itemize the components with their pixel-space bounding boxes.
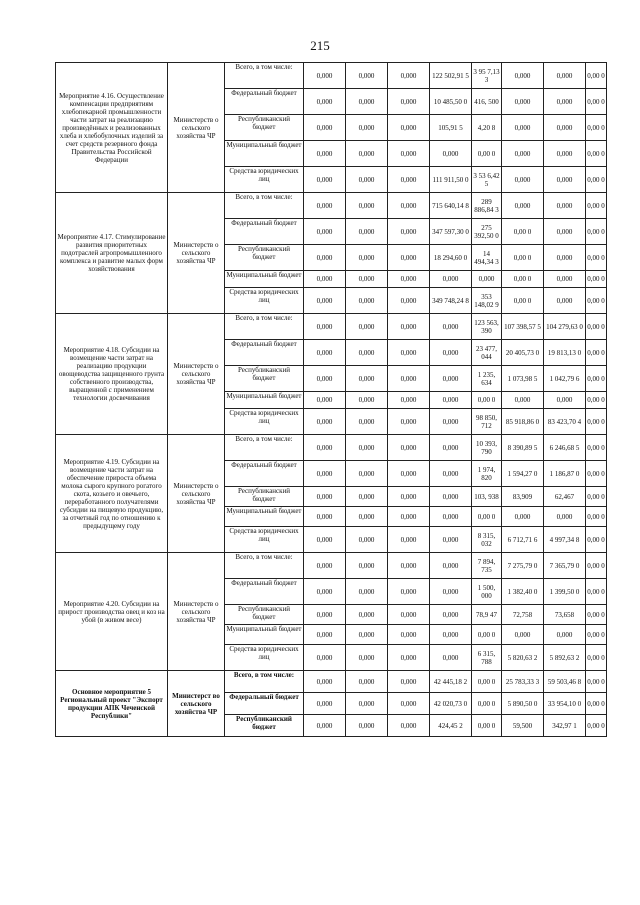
amount-cell: 98 850, 712 bbox=[472, 409, 502, 435]
amount-cell: 0,000 bbox=[388, 527, 430, 553]
measure-name: Мероприятие 4.17. Стимулирование развития приоритетных подотраслей агропромышленного комплекса и развитие малых форм хозяйствования bbox=[56, 193, 168, 314]
amount-cell: 0,00 0 bbox=[586, 89, 607, 115]
amount-cell: 19 813,13 0 bbox=[544, 340, 586, 366]
amount-cell: 1 974, 820 bbox=[472, 461, 502, 487]
amount-cell: 0,00 0 bbox=[502, 219, 544, 245]
funding-source: Федеральный бюджет bbox=[225, 579, 304, 605]
funding-source: Муниципальный бюджет bbox=[225, 141, 304, 167]
amount-cell: 23 477, 044 bbox=[472, 340, 502, 366]
amount-cell: 0,00 0 bbox=[586, 167, 607, 193]
amount-cell: 0,000 bbox=[502, 89, 544, 115]
amount-cell: 0,00 0 bbox=[586, 392, 607, 409]
amount-cell: 0,000 bbox=[388, 693, 430, 715]
responsible-org: Министерств о сельского хозяйства ЧР bbox=[168, 435, 225, 553]
amount-cell: 0,000 bbox=[502, 193, 544, 219]
measure-name: Мероприятие 4.19. Субсидии на возмещение части затрат на обеспечение прироста объема молока сырого крупного рогатого скота, козьего и овечьего, переработанного получателями субсидии на пищевую продукцию, за отчетный год по отношению к предыдущему году bbox=[56, 435, 168, 553]
amount-cell: 1 500, 000 bbox=[472, 579, 502, 605]
amount-cell: 1 399,50 0 bbox=[544, 579, 586, 605]
amount-cell: 0,00 0 bbox=[472, 715, 502, 737]
amount-cell: 0,000 bbox=[388, 245, 430, 271]
amount-cell: 0,00 0 bbox=[502, 288, 544, 314]
amount-cell: 0,000 bbox=[346, 645, 388, 671]
amount-cell: 6 712,71 6 bbox=[502, 527, 544, 553]
amount-cell: 0,000 bbox=[502, 141, 544, 167]
funding-source: Средства юридических лиц bbox=[225, 409, 304, 435]
amount-cell: 0,000 bbox=[430, 605, 472, 625]
amount-cell: 0,000 bbox=[502, 625, 544, 645]
amount-cell: 0,000 bbox=[388, 461, 430, 487]
amount-cell: 0,000 bbox=[544, 141, 586, 167]
amount-cell: 0,000 bbox=[304, 435, 346, 461]
amount-cell: 0,000 bbox=[346, 487, 388, 507]
amount-cell: 6 246,68 5 bbox=[544, 435, 586, 461]
amount-cell: 0,000 bbox=[430, 392, 472, 409]
amount-cell: 0,000 bbox=[304, 219, 346, 245]
amount-cell: 4,20 8 bbox=[472, 115, 502, 141]
amount-cell: 0,000 bbox=[304, 605, 346, 625]
funding-source: Всего, в том числе: bbox=[225, 435, 304, 461]
amount-cell: 0,000 bbox=[346, 288, 388, 314]
funding-source: Муниципальный бюджет bbox=[225, 507, 304, 527]
amount-cell: 0,000 bbox=[346, 527, 388, 553]
amount-cell: 353 148,02 9 bbox=[472, 288, 502, 314]
amount-cell: 73,658 bbox=[544, 605, 586, 625]
amount-cell: 0,000 bbox=[544, 507, 586, 527]
amount-cell: 10 393, 790 bbox=[472, 435, 502, 461]
amount-cell: 7 365,79 0 bbox=[544, 553, 586, 579]
funding-source: Республиканский бюджет bbox=[225, 366, 304, 392]
amount-cell: 0,000 bbox=[388, 625, 430, 645]
amount-cell: 0,000 bbox=[544, 63, 586, 89]
table-row bbox=[56, 671, 607, 693]
amount-cell: 0,00 0 bbox=[586, 63, 607, 89]
amount-cell: 0,000 bbox=[430, 340, 472, 366]
amount-cell: 0,00 0 bbox=[586, 288, 607, 314]
amount-cell: 0,000 bbox=[544, 89, 586, 115]
amount-cell: 347 597,30 0 bbox=[430, 219, 472, 245]
amount-cell: 0,000 bbox=[544, 167, 586, 193]
table-row bbox=[56, 314, 607, 340]
measure-name: Мероприятие 4.16. Осуществление компенсации предприятиям хлебопекарной промышленности части затрат на реализацию произведённых и реализованных хлеба и хлебобулочных изделий за счет средств резервного фонда Правительства Российской Федерации bbox=[56, 63, 168, 193]
amount-cell: 0,000 bbox=[388, 605, 430, 625]
amount-cell: 1 235, 634 bbox=[472, 366, 502, 392]
amount-cell: 0,000 bbox=[388, 193, 430, 219]
amount-cell: 0,00 0 bbox=[586, 605, 607, 625]
amount-cell: 6 315, 788 bbox=[472, 645, 502, 671]
funding-source: Федеральный бюджет bbox=[225, 219, 304, 245]
table-row bbox=[56, 63, 607, 89]
amount-cell: 103, 938 bbox=[472, 487, 502, 507]
amount-cell: 104 279,63 0 bbox=[544, 314, 586, 340]
funding-source: Республиканский бюджет bbox=[225, 605, 304, 625]
amount-cell: 42 445,18 2 bbox=[430, 671, 472, 693]
funding-source: Всего, в том числе: bbox=[225, 553, 304, 579]
amount-cell: 0,000 bbox=[388, 115, 430, 141]
amount-cell: 0,000 bbox=[388, 271, 430, 288]
amount-cell: 0,000 bbox=[304, 141, 346, 167]
amount-cell: 0,000 bbox=[430, 625, 472, 645]
funding-source: Средства юридических лиц bbox=[225, 527, 304, 553]
amount-cell: 0,000 bbox=[346, 671, 388, 693]
amount-cell: 0,000 bbox=[346, 219, 388, 245]
amount-cell: 0,000 bbox=[304, 693, 346, 715]
amount-cell: 0,000 bbox=[346, 271, 388, 288]
measure-name: Мероприятие 4.20. Субсидии на прирост производства овец и коз на убой (в живом весе) bbox=[56, 553, 168, 671]
amount-cell: 0,000 bbox=[346, 115, 388, 141]
amount-cell: 0,000 bbox=[304, 288, 346, 314]
amount-cell: 0,000 bbox=[346, 141, 388, 167]
amount-cell: 0,00 0 bbox=[586, 219, 607, 245]
amount-cell: 0,00 0 bbox=[502, 271, 544, 288]
amount-cell: 0,00 0 bbox=[472, 392, 502, 409]
amount-cell: 0,000 bbox=[304, 245, 346, 271]
amount-cell: 0,000 bbox=[304, 507, 346, 527]
responsible-org: Министерств о сельского хозяйства ЧР bbox=[168, 193, 225, 314]
funding-source: Федеральный бюджет bbox=[225, 693, 304, 715]
amount-cell: 0,000 bbox=[304, 625, 346, 645]
amount-cell: 0,000 bbox=[472, 271, 502, 288]
amount-cell: 0,000 bbox=[544, 193, 586, 219]
amount-cell: 0,000 bbox=[304, 193, 346, 219]
amount-cell: 5 892,63 2 bbox=[544, 645, 586, 671]
amount-cell: 0,000 bbox=[346, 625, 388, 645]
amount-cell: 0,000 bbox=[304, 392, 346, 409]
amount-cell: 0,000 bbox=[346, 167, 388, 193]
funding-source: Всего, в том числе: bbox=[225, 314, 304, 340]
amount-cell: 0,000 bbox=[304, 271, 346, 288]
amount-cell: 0,000 bbox=[388, 671, 430, 693]
funding-source: Средства юридических лиц bbox=[225, 288, 304, 314]
amount-cell: 0,00 0 bbox=[586, 409, 607, 435]
amount-cell: 0,000 bbox=[304, 89, 346, 115]
amount-cell: 3 95 7,13 3 bbox=[472, 63, 502, 89]
amount-cell: 0,000 bbox=[304, 579, 346, 605]
amount-cell: 0,00 0 bbox=[502, 245, 544, 271]
responsible-org: Министерств о сельского хозяйства ЧР bbox=[168, 314, 225, 435]
amount-cell: 0,00 0 bbox=[586, 507, 607, 527]
funding-source: Всего, в том числе: bbox=[225, 63, 304, 89]
measure-name: Мероприятие 4.18. Субсидии на возмещение части затрат на реализацию продукции овощеводства защищенного грунта собственного производства, выращенной с применением технологии досвечивания bbox=[56, 314, 168, 435]
amount-cell: 0,000 bbox=[430, 527, 472, 553]
amount-cell: 107 398,57 5 bbox=[502, 314, 544, 340]
amount-cell: 0,00 0 bbox=[586, 553, 607, 579]
amount-cell: 0,000 bbox=[346, 409, 388, 435]
amount-cell: 0,000 bbox=[388, 579, 430, 605]
amount-cell: 0,00 0 bbox=[586, 693, 607, 715]
amount-cell: 0,00 0 bbox=[586, 245, 607, 271]
amount-cell: 0,000 bbox=[304, 409, 346, 435]
amount-cell: 62,467 bbox=[544, 487, 586, 507]
amount-cell: 5 820,63 2 bbox=[502, 645, 544, 671]
amount-cell: 0,000 bbox=[304, 645, 346, 671]
amount-cell: 33 954,10 0 bbox=[544, 693, 586, 715]
amount-cell: 0,000 bbox=[544, 219, 586, 245]
amount-cell: 0,00 0 bbox=[586, 625, 607, 645]
amount-cell: 0,000 bbox=[346, 693, 388, 715]
funding-source: Республиканский бюджет bbox=[225, 115, 304, 141]
amount-cell: 0,00 0 bbox=[586, 671, 607, 693]
amount-cell: 1 382,40 0 bbox=[502, 579, 544, 605]
amount-cell: 0,00 0 bbox=[586, 715, 607, 737]
amount-cell: 0,000 bbox=[544, 245, 586, 271]
amount-cell: 0,000 bbox=[502, 507, 544, 527]
amount-cell: 0,000 bbox=[502, 392, 544, 409]
amount-cell: 122 502,91 5 bbox=[430, 63, 472, 89]
amount-cell: 0,000 bbox=[304, 553, 346, 579]
responsible-org: Министерств о сельского хозяйства ЧР bbox=[168, 63, 225, 193]
amount-cell: 0,000 bbox=[430, 366, 472, 392]
amount-cell: 123 563, 390 bbox=[472, 314, 502, 340]
amount-cell: 0,000 bbox=[346, 553, 388, 579]
amount-cell: 0,000 bbox=[346, 245, 388, 271]
amount-cell: 0,000 bbox=[430, 487, 472, 507]
amount-cell: 1 073,98 5 bbox=[502, 366, 544, 392]
amount-cell: 0,000 bbox=[388, 89, 430, 115]
amount-cell: 0,000 bbox=[304, 487, 346, 507]
amount-cell: 0,00 0 bbox=[586, 314, 607, 340]
amount-cell: 25 783,33 3 bbox=[502, 671, 544, 693]
amount-cell: 715 640,14 8 bbox=[430, 193, 472, 219]
funding-source: Средства юридических лиц bbox=[225, 645, 304, 671]
amount-cell: 0,000 bbox=[430, 435, 472, 461]
amount-cell: 83,909 bbox=[502, 487, 544, 507]
amount-cell: 8 315, 032 bbox=[472, 527, 502, 553]
amount-cell: 0,000 bbox=[346, 507, 388, 527]
funding-source: Муниципальный бюджет bbox=[225, 392, 304, 409]
amount-cell: 0,000 bbox=[346, 366, 388, 392]
amount-cell: 0,000 bbox=[346, 392, 388, 409]
amount-cell: 0,000 bbox=[388, 553, 430, 579]
table-row bbox=[56, 553, 607, 579]
amount-cell: 0,000 bbox=[388, 141, 430, 167]
amount-cell: 0,000 bbox=[304, 63, 346, 89]
amount-cell: 78,9 47 bbox=[472, 605, 502, 625]
amount-cell: 10 485,50 0 bbox=[430, 89, 472, 115]
amount-cell: 0,000 bbox=[388, 219, 430, 245]
page-number: 215 bbox=[310, 38, 330, 53]
amount-cell: 0,000 bbox=[388, 340, 430, 366]
amount-cell: 0,000 bbox=[388, 715, 430, 737]
amount-cell: 0,000 bbox=[544, 271, 586, 288]
amount-cell: 1 042,79 6 bbox=[544, 366, 586, 392]
amount-cell: 0,000 bbox=[304, 340, 346, 366]
responsible-org: Министерств о сельского хозяйства ЧР bbox=[168, 553, 225, 671]
amount-cell: 42 020,73 0 bbox=[430, 693, 472, 715]
amount-cell: 0,00 0 bbox=[586, 645, 607, 671]
amount-cell: 0,00 0 bbox=[472, 693, 502, 715]
amount-cell: 0,00 0 bbox=[586, 435, 607, 461]
funding-source: Федеральный бюджет bbox=[225, 340, 304, 366]
amount-cell: 0,000 bbox=[388, 409, 430, 435]
amount-cell: 0,000 bbox=[346, 605, 388, 625]
amount-cell: 0,00 0 bbox=[586, 115, 607, 141]
amount-cell: 0,00 0 bbox=[586, 193, 607, 219]
amount-cell: 3 53 6,42 5 bbox=[472, 167, 502, 193]
funding-source: Муниципальный бюджет bbox=[225, 625, 304, 645]
budget-table bbox=[55, 62, 607, 737]
funding-source: Всего, в том числе: bbox=[225, 193, 304, 219]
responsible-org: Министерст во сельского хозяйства ЧР bbox=[168, 671, 225, 737]
amount-cell: 0,000 bbox=[430, 507, 472, 527]
measure-name: Основное мероприятие 5 Региональный проект "Экспорт продукции АПК Чеченской Республики" bbox=[56, 671, 168, 737]
amount-cell: 0,000 bbox=[304, 314, 346, 340]
funding-source: Средства юридических лиц bbox=[225, 167, 304, 193]
amount-cell: 1 594,27 0 bbox=[502, 461, 544, 487]
amount-cell: 342,97 1 bbox=[544, 715, 586, 737]
amount-cell: 0,000 bbox=[388, 63, 430, 89]
funding-source: Муниципальный бюджет bbox=[225, 271, 304, 288]
amount-cell: 275 392,50 0 bbox=[472, 219, 502, 245]
amount-cell: 8 390,89 5 bbox=[502, 435, 544, 461]
amount-cell: 4 997,34 8 bbox=[544, 527, 586, 553]
amount-cell: 0,000 bbox=[388, 487, 430, 507]
amount-cell: 14 494,34 3 bbox=[472, 245, 502, 271]
amount-cell: 0,00 0 bbox=[586, 340, 607, 366]
amount-cell: 7 275,79 0 bbox=[502, 553, 544, 579]
amount-cell: 0,000 bbox=[304, 527, 346, 553]
amount-cell: 0,000 bbox=[346, 193, 388, 219]
amount-cell: 0,000 bbox=[430, 461, 472, 487]
amount-cell: 0,000 bbox=[304, 461, 346, 487]
amount-cell: 0,000 bbox=[544, 288, 586, 314]
amount-cell: 0,000 bbox=[304, 366, 346, 392]
amount-cell: 0,00 0 bbox=[472, 141, 502, 167]
amount-cell: 0,000 bbox=[346, 461, 388, 487]
amount-cell: 0,000 bbox=[346, 715, 388, 737]
amount-cell: 72,758 bbox=[502, 605, 544, 625]
amount-cell: 0,000 bbox=[544, 115, 586, 141]
amount-cell: 0,000 bbox=[544, 625, 586, 645]
amount-cell: 0,000 bbox=[346, 340, 388, 366]
amount-cell: 0,000 bbox=[388, 507, 430, 527]
amount-cell: 0,00 0 bbox=[586, 487, 607, 507]
amount-cell: 0,000 bbox=[430, 314, 472, 340]
amount-cell: 416, 500 bbox=[472, 89, 502, 115]
amount-cell: 0,000 bbox=[430, 645, 472, 671]
amount-cell: 59,500 bbox=[502, 715, 544, 737]
amount-cell: 105,91 5 bbox=[430, 115, 472, 141]
amount-cell: 1 186,87 0 bbox=[544, 461, 586, 487]
amount-cell: 0,00 0 bbox=[586, 461, 607, 487]
amount-cell: 0,000 bbox=[388, 167, 430, 193]
amount-cell: 0,00 0 bbox=[586, 579, 607, 605]
amount-cell: 5 890,50 0 bbox=[502, 693, 544, 715]
amount-cell: 0,000 bbox=[346, 63, 388, 89]
funding-source: Федеральный бюджет bbox=[225, 461, 304, 487]
amount-cell: 289 886,84 3 bbox=[472, 193, 502, 219]
amount-cell: 0,000 bbox=[304, 167, 346, 193]
amount-cell: 59 503,46 8 bbox=[544, 671, 586, 693]
amount-cell: 0,00 0 bbox=[472, 625, 502, 645]
amount-cell: 0,000 bbox=[388, 366, 430, 392]
amount-cell: 0,000 bbox=[544, 392, 586, 409]
amount-cell: 0,000 bbox=[388, 288, 430, 314]
amount-cell: 83 423,70 4 bbox=[544, 409, 586, 435]
amount-cell: 0,000 bbox=[430, 271, 472, 288]
amount-cell: 0,000 bbox=[346, 579, 388, 605]
funding-source: Республиканский бюджет bbox=[225, 487, 304, 507]
amount-cell: 0,000 bbox=[346, 435, 388, 461]
amount-cell: 0,00 0 bbox=[586, 527, 607, 553]
amount-cell: 0,000 bbox=[388, 435, 430, 461]
amount-cell: 0,000 bbox=[430, 553, 472, 579]
amount-cell: 0,000 bbox=[304, 115, 346, 141]
funding-source: Республиканский бюджет bbox=[225, 245, 304, 271]
amount-cell: 111 911,50 0 bbox=[430, 167, 472, 193]
amount-cell: 0,000 bbox=[430, 579, 472, 605]
funding-source: Федеральный бюджет bbox=[225, 89, 304, 115]
table-row bbox=[56, 435, 607, 461]
amount-cell: 0,000 bbox=[304, 715, 346, 737]
amount-cell: 0,000 bbox=[346, 314, 388, 340]
amount-cell: 0,00 0 bbox=[586, 141, 607, 167]
amount-cell: 0,00 0 bbox=[586, 271, 607, 288]
amount-cell: 0,00 0 bbox=[586, 366, 607, 392]
funding-source: Республиканский бюджет bbox=[225, 715, 304, 737]
amount-cell: 0,00 0 bbox=[472, 507, 502, 527]
amount-cell: 349 748,24 8 bbox=[430, 288, 472, 314]
amount-cell: 0,000 bbox=[304, 671, 346, 693]
funding-source: Всего, в том числе: bbox=[225, 671, 304, 693]
amount-cell: 85 918,86 0 bbox=[502, 409, 544, 435]
amount-cell: 0,000 bbox=[502, 115, 544, 141]
amount-cell: 0,000 bbox=[502, 63, 544, 89]
amount-cell: 0,00 0 bbox=[472, 671, 502, 693]
amount-cell: 20 405,73 0 bbox=[502, 340, 544, 366]
amount-cell: 0,000 bbox=[346, 89, 388, 115]
amount-cell: 0,000 bbox=[502, 167, 544, 193]
amount-cell: 7 894, 735 bbox=[472, 553, 502, 579]
amount-cell: 0,000 bbox=[430, 141, 472, 167]
amount-cell: 0,000 bbox=[388, 314, 430, 340]
amount-cell: 0,000 bbox=[388, 645, 430, 671]
amount-cell: 0,000 bbox=[430, 409, 472, 435]
amount-cell: 18 294,60 0 bbox=[430, 245, 472, 271]
amount-cell: 424,45 2 bbox=[430, 715, 472, 737]
table-row bbox=[56, 193, 607, 219]
amount-cell: 0,000 bbox=[388, 392, 430, 409]
